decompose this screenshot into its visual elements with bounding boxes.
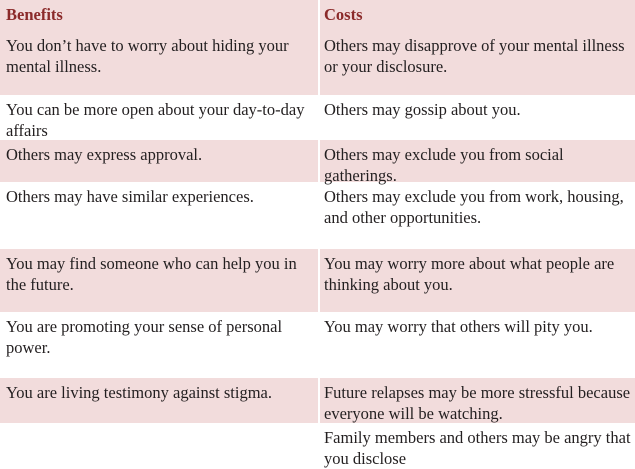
table-header-row — [0, 0, 635, 31]
table-row — [0, 182, 635, 249]
benefit-cell: You don’t have to worry about hiding your mental illness. — [0, 31, 318, 95]
table-row — [0, 378, 635, 423]
benefit-cell: You may find someone who can help you in the future. — [0, 249, 318, 312]
table-row — [0, 249, 635, 312]
benefit-cell: Others may express approval. — [0, 140, 318, 182]
table-row — [0, 312, 635, 378]
cost-cell: Future relapses may be more stressful because everyone will be watching. — [320, 378, 635, 423]
benefits-header: Benefits — [0, 0, 318, 31]
table-row — [0, 140, 635, 185]
costs-header: Costs — [320, 0, 635, 31]
benefit-cell: You are living testimony against stigma. — [0, 378, 318, 423]
table-row — [0, 423, 635, 466]
benefit-cell: You can be more open about your day-to-day affairs — [6, 100, 305, 140]
cost-cell: Others may exclude you from work, housing, and other opportunities. — [324, 187, 624, 227]
cost-cell: Others may gossip about you. — [324, 100, 521, 119]
cost-cell: You may worry more about what people are thinking about you. — [320, 249, 635, 312]
benefit-cell: You are promoting your sense of personal power. — [6, 317, 283, 357]
cost-cell: Family members and others may be angry that you disclose — [324, 428, 631, 468]
table-row — [0, 95, 635, 140]
cost-cell: Others may exclude you from social gatherings. — [320, 140, 635, 182]
cost-cell: Others may disapprove of your mental illness or your disclosure. — [320, 31, 635, 95]
benefit-cell — [0, 423, 318, 466]
cost-cell: You may worry that others will pity you. — [324, 317, 593, 336]
benefit-cell: Others may have similar experiences. — [6, 187, 254, 206]
table-row — [0, 31, 635, 95]
